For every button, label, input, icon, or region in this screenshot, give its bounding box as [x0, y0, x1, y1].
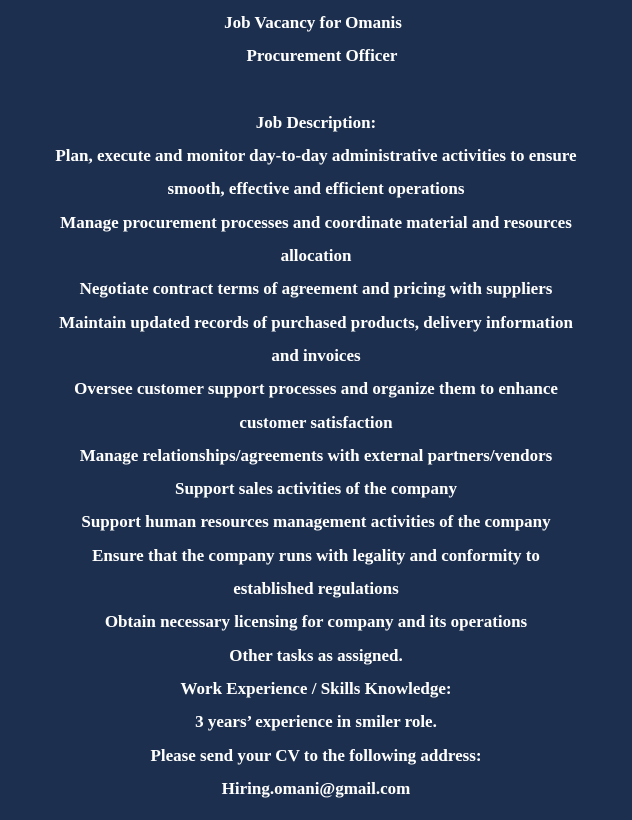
section-spacer	[0, 73, 632, 106]
duty-line: customer satisfaction	[239, 412, 393, 432]
duty-line: Manage relationships/agreements with external partners/vendors	[79, 445, 553, 465]
job-description-heading: Job Description:	[255, 112, 377, 132]
duty-line: Ensure that the company runs with legality and conformity to	[92, 545, 540, 565]
duty-line: Negotiate contract terms of agreement and pricing with suppliers	[79, 279, 553, 299]
position-title: Procurement Officer	[246, 46, 398, 66]
duty-line: Support sales activities of the company	[175, 479, 457, 499]
duty-line: allocation	[280, 246, 352, 266]
duty-line: and invoices	[271, 345, 361, 365]
contact-instruction: Please send your CV to the following address:	[150, 745, 482, 765]
duty-line: Obtain necessary licensing for company and its operations	[104, 612, 528, 632]
experience-requirement: 3 years’ experience in smiler role.	[195, 712, 437, 732]
flyer-title: Job Vacancy for Omanis	[224, 13, 402, 32]
duty-line: smooth, effective and efficient operations	[167, 179, 465, 199]
contact-email: Hiring.omani@gmail.com	[221, 778, 411, 798]
duty-line: Plan, execute and monitor day-to-day administrative activities to ensure	[55, 146, 577, 166]
experience-heading: Work Experience / Skills Knowledge:	[180, 678, 452, 698]
duty-line: Manage procurement processes and coordinate material and resources	[60, 212, 572, 232]
duty-line: Oversee customer support processes and organize them to enhance	[74, 379, 558, 399]
duty-line: Other tasks as assigned.	[229, 645, 403, 665]
duty-line: established regulations	[233, 579, 399, 599]
duty-line: Support human resources management activities of the company	[81, 512, 551, 532]
duty-line: Maintain updated records of purchased products, delivery information	[59, 312, 573, 332]
